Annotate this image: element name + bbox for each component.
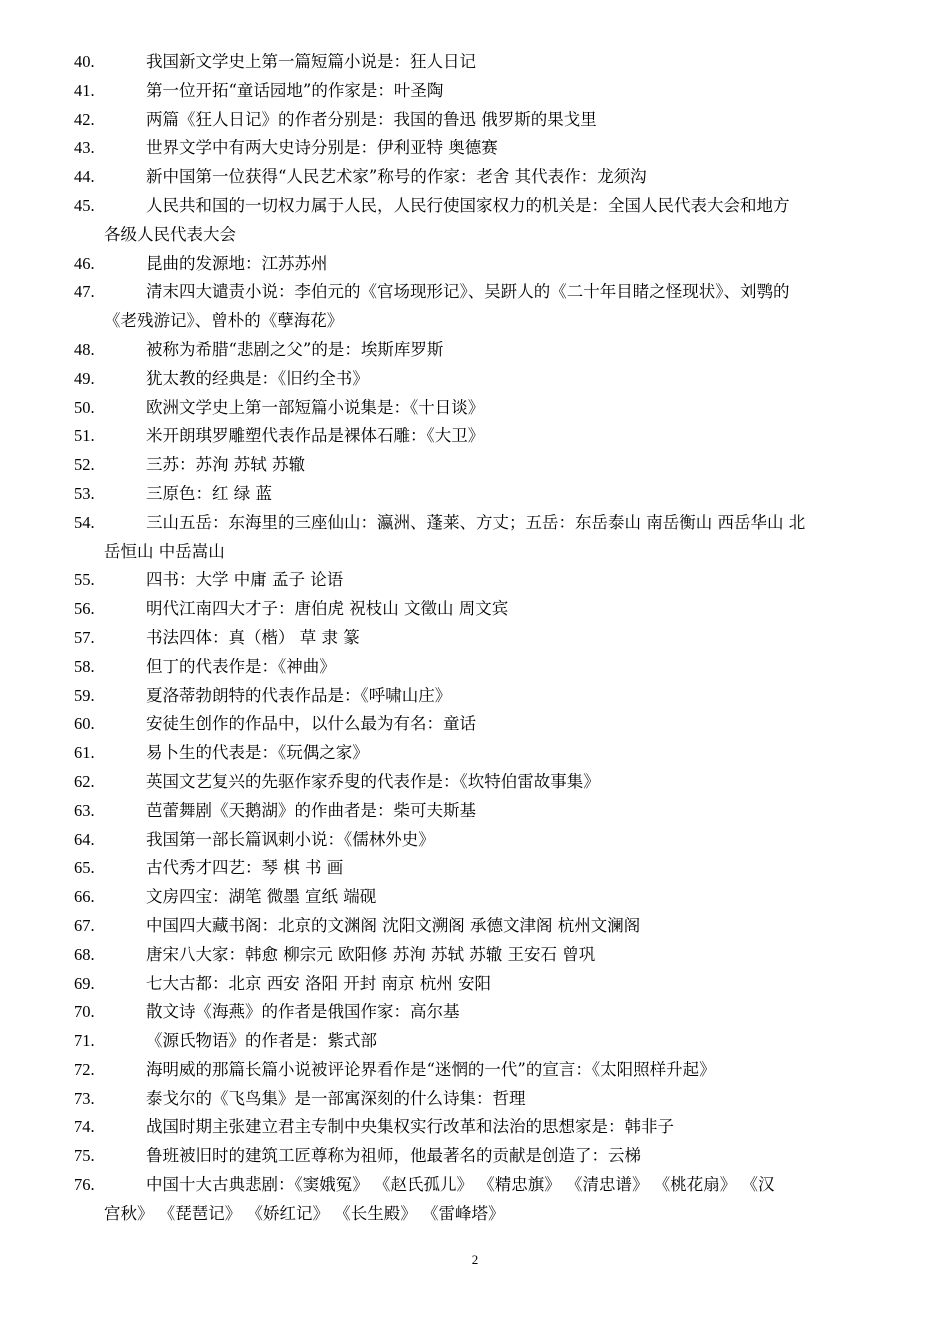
list-item	[74, 1171, 904, 1229]
item-text: 第一位开拓“童话园地”的作家是：叶圣陶	[146, 80, 444, 100]
item-number: 69.	[74, 973, 95, 993]
item-number: 63.	[74, 800, 95, 820]
list-item	[74, 739, 904, 768]
list-item	[74, 883, 904, 912]
item-text: 米开朗琪罗雕塑代表作品是裸体石雕：《大卫》	[146, 426, 485, 446]
item-number: 68.	[74, 944, 95, 964]
list-item	[74, 797, 904, 826]
item-number: 66.	[74, 887, 95, 907]
item-number: 43.	[74, 138, 95, 158]
list-item	[74, 1027, 904, 1056]
list-item	[74, 710, 904, 739]
list-item	[74, 48, 904, 77]
item-number: 71.	[74, 1031, 95, 1051]
item-number: 70.	[74, 1002, 95, 1022]
item-number: 72.	[74, 1059, 95, 1079]
list-item	[74, 336, 904, 365]
list-item	[74, 509, 904, 567]
item-number: 54.	[74, 512, 95, 532]
list-item	[74, 912, 904, 941]
item-number: 45.	[74, 195, 95, 215]
item-text: 三苏：苏洵 苏轼 苏辙	[146, 455, 305, 475]
list-item	[74, 451, 904, 480]
item-text: 文房四宝：湖笔 微墨 宣纸 端砚	[146, 887, 377, 907]
item-number: 74.	[74, 1117, 95, 1137]
item-number: 51.	[74, 426, 95, 446]
item-number: 61.	[74, 743, 95, 763]
item-number: 48.	[74, 339, 95, 359]
item-number: 64.	[74, 829, 95, 849]
item-number: 42.	[74, 109, 95, 129]
item-text: 安徒生创作的作品中，以什么最为有名：童话	[146, 714, 476, 734]
item-text: 英国文艺复兴的先驱作家乔叟的代表作是：《坎特伯雷故事集》	[146, 771, 600, 791]
item-number: 47.	[74, 282, 95, 302]
item-text: 我国第一部长篇讽刺小说：《儒林外史》	[146, 829, 435, 849]
list-item	[74, 106, 904, 135]
item-text: 古代秀才四艺：琴 棋 书 画	[146, 858, 344, 878]
item-text: 中国四大藏书阁：北京的文渊阁 沈阳文溯阁 承德文津阁 杭州文澜阁	[146, 915, 641, 935]
item-number: 53.	[74, 483, 95, 503]
item-text: 但丁的代表作是：《神曲》	[146, 656, 336, 676]
list-item	[74, 422, 904, 451]
page-number: 2	[471, 1252, 479, 1267]
list-item	[74, 682, 904, 711]
item-text: 中国十大古典悲剧：《窦娥冤》 《赵氏孤儿》 《精忠旗》 《清忠谱》 《桃花扇》 《汉	[146, 1175, 775, 1195]
item-number: 41.	[74, 80, 95, 100]
list-item	[74, 480, 904, 509]
item-text: 易卜生的代表是：《玩偶之家》	[146, 743, 369, 763]
item-number: 75.	[74, 1146, 95, 1166]
item-text: 三原色：红 绿 蓝	[146, 483, 272, 503]
item-text: 《源氏物语》的作者是：紫式部	[146, 1031, 377, 1051]
item-number: 62.	[74, 771, 95, 791]
item-text: 夏洛蒂勃朗特的代表作品是：《呼啸山庄》	[146, 685, 452, 705]
item-number: 46.	[74, 253, 95, 273]
list-item	[74, 653, 904, 682]
item-text: 我国新文学史上第一篇短篇小说是：狂人日记	[146, 52, 476, 71]
entry-list	[74, 48, 904, 1229]
item-text: 明代江南四大才子：唐伯虎 祝枝山 文徵山 周文宾	[146, 599, 509, 619]
list-item	[74, 134, 904, 163]
item-number: 44.	[74, 167, 95, 187]
item-number: 76.	[74, 1175, 95, 1195]
list-item	[74, 768, 904, 797]
item-text-continuation: 岳恒山 中岳嵩山	[104, 541, 225, 561]
list-item	[74, 1085, 904, 1114]
item-text-continuation: 《老残游记》、曾朴的《孽海花》	[104, 311, 344, 331]
item-number: 52.	[74, 455, 95, 475]
list-item	[74, 1056, 904, 1085]
item-text: 书法四体：真（楷） 草 隶 篆	[146, 627, 360, 647]
item-text: 七大古都：北京 西安 洛阳 开封 南京 杭州 安阳	[146, 973, 491, 993]
item-number: 56.	[74, 599, 95, 619]
list-item	[74, 941, 904, 970]
item-number: 73.	[74, 1088, 95, 1108]
item-number: 57.	[74, 627, 95, 647]
item-text: 芭蕾舞剧《天鹅湖》的作曲者是：柴可夫斯基	[146, 800, 476, 820]
item-text: 昆曲的发源地：江苏苏州	[146, 253, 328, 273]
list-item	[74, 566, 904, 595]
item-text: 海明威的那篇长篇小说被评论界看作是“迷惘的一代”的宣言：《太阳照样升起》	[146, 1059, 716, 1079]
item-text: 四书：大学 中庸 孟子 论语	[146, 570, 344, 590]
item-number: 59.	[74, 685, 95, 705]
item-text: 泰戈尔的《飞鸟集》是一部寓深刻的什么诗集：哲理	[146, 1088, 526, 1108]
list-item	[74, 826, 904, 855]
item-number: 55.	[74, 570, 95, 590]
item-number: 49.	[74, 368, 95, 388]
item-text-continuation: 宫秋》 《琵琶记》 《娇红记》 《长生殿》 《雷峰塔》	[104, 1203, 505, 1223]
item-text: 战国时期主张建立君主专制中央集权实行改革和法治的思想家是：韩非子	[146, 1117, 674, 1137]
item-number: 50.	[74, 397, 95, 417]
list-item	[74, 77, 904, 106]
list-item	[74, 1113, 904, 1142]
item-text: 两篇《狂人日记》的作者分别是：我国的鲁迅 俄罗斯的果戈里	[146, 109, 597, 129]
list-item	[74, 595, 904, 624]
list-item	[74, 854, 904, 883]
list-item	[74, 998, 904, 1027]
item-text: 三山五岳：东海里的三座仙山：瀛洲、蓬莱、方丈；五岳：东岳泰山 南岳衡山 西岳华山 北	[146, 512, 806, 532]
item-text-continuation: 各级人民代表大会	[104, 224, 236, 244]
list-item	[74, 624, 904, 653]
list-item	[74, 163, 904, 192]
item-text: 犹太教的经典是：《旧约全书》	[146, 368, 369, 388]
item-text: 新中国第一位获得“人民艺术家”称号的作家：老舍 其代表作：龙须沟	[146, 167, 647, 187]
item-number: 67.	[74, 915, 95, 935]
list-item	[74, 365, 904, 394]
item-text: 人民共和国的一切权力属于人民，人民行使国家权力的机关是：全国人民代表大会和地方	[146, 195, 790, 215]
item-text: 散文诗《海燕》的作者是俄国作家：高尔基	[146, 1002, 460, 1022]
item-text: 唐宋八大家：韩愈 柳宗元 欧阳修 苏洵 苏轼 苏辙 王安石 曾巩	[146, 944, 596, 964]
item-text: 清末四大谴责小说：李伯元的《官场现形记》、吴趼人的《二十年目睹之怪现状》、刘鹗的	[146, 282, 790, 302]
item-number: 40.	[74, 52, 95, 71]
item-number: 60.	[74, 714, 95, 734]
list-item	[74, 192, 904, 250]
list-item	[74, 278, 904, 336]
list-item	[74, 250, 904, 279]
list-item	[74, 1142, 904, 1171]
item-number: 65.	[74, 858, 95, 878]
item-text: 世界文学中有两大史诗分别是：伊利亚特 奥德赛	[146, 138, 498, 158]
item-text: 被称为希腊“悲剧之父”的是：埃斯库罗斯	[146, 339, 444, 359]
list-item	[74, 394, 904, 423]
list-item	[74, 970, 904, 999]
item-text: 欧洲文学史上第一部短篇小说集是：《十日谈》	[146, 397, 485, 417]
item-text: 鲁班被旧时的建筑工匠尊称为祖师，他最著名的贡献是创造了：云梯	[146, 1146, 641, 1166]
item-number: 58.	[74, 656, 95, 676]
